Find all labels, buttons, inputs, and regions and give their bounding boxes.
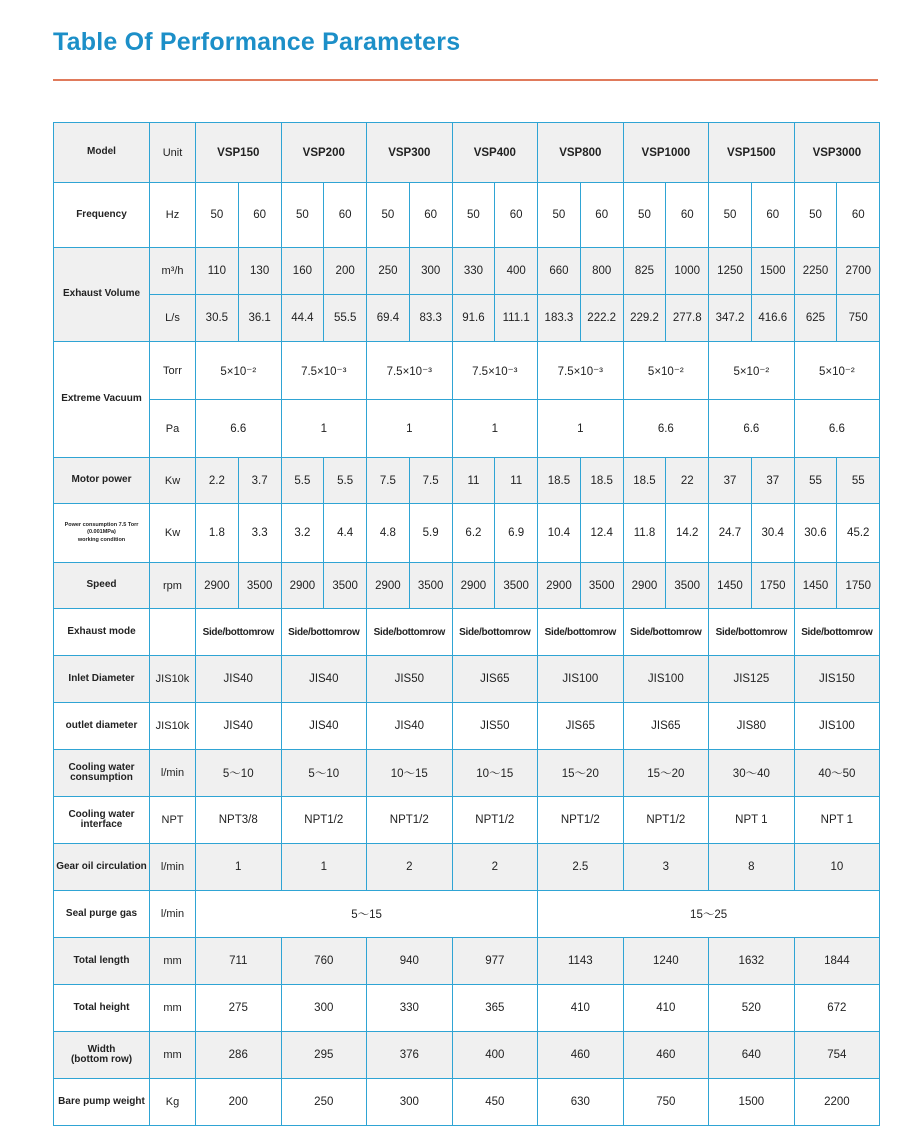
value-cell: 60 bbox=[666, 183, 709, 248]
row-unit: mm bbox=[150, 938, 196, 985]
value-cell: 660 bbox=[538, 248, 581, 295]
row-unit: mm bbox=[150, 1032, 196, 1079]
value-cell: 1 bbox=[367, 400, 453, 458]
value-cell: JIS40 bbox=[367, 703, 453, 750]
value-cell: 300 bbox=[367, 1079, 453, 1126]
value-cell: NPT1/2 bbox=[281, 797, 367, 844]
value-cell: 50 bbox=[794, 183, 837, 248]
row-label: Exhaust mode bbox=[54, 609, 150, 656]
label-line: Power consumption 7.5 Torr bbox=[64, 522, 139, 529]
value-cell: 460 bbox=[538, 1032, 624, 1079]
value-cell: 330 bbox=[452, 248, 495, 295]
row-label: Bare pump weight bbox=[54, 1079, 150, 1126]
value-cell: NPT1/2 bbox=[452, 797, 538, 844]
value-cell: 4.4 bbox=[324, 504, 367, 563]
value-cell: 5×10⁻² bbox=[196, 342, 282, 400]
value-cell: 672 bbox=[794, 985, 880, 1032]
row-unit: Kw bbox=[150, 504, 196, 563]
value-cell: 376 bbox=[367, 1032, 453, 1079]
value-cell: Side/bottomrow bbox=[367, 609, 453, 656]
value-cell: JIS40 bbox=[281, 703, 367, 750]
value-cell: 410 bbox=[623, 985, 709, 1032]
row-unit: NPT bbox=[150, 797, 196, 844]
width-row bbox=[54, 1032, 880, 1079]
value-cell: NPT 1 bbox=[794, 797, 880, 844]
value-cell: 2 bbox=[367, 844, 453, 891]
value-cell: 200 bbox=[324, 248, 367, 295]
value-cell: JIS65 bbox=[623, 703, 709, 750]
row-label: Total length bbox=[54, 938, 150, 985]
value-cell: JIS40 bbox=[196, 656, 282, 703]
value-cell: 625 bbox=[794, 295, 837, 342]
value-cell: 60 bbox=[238, 183, 281, 248]
value-cell: 5～15 bbox=[196, 891, 538, 938]
label-line: Width bbox=[87, 1043, 116, 1055]
value-cell: 18.5 bbox=[580, 458, 623, 504]
value-cell: JIS65 bbox=[452, 656, 538, 703]
value-cell: 295 bbox=[281, 1032, 367, 1079]
speed-row bbox=[54, 563, 880, 609]
value-cell: 825 bbox=[623, 248, 666, 295]
row-unit: L/s bbox=[150, 295, 196, 342]
value-cell: 12.4 bbox=[580, 504, 623, 563]
value-cell: 130 bbox=[238, 248, 281, 295]
value-cell: 450 bbox=[452, 1079, 538, 1126]
value-cell: 300 bbox=[281, 985, 367, 1032]
value-cell: 5.5 bbox=[324, 458, 367, 504]
value-cell: 6.6 bbox=[794, 400, 880, 458]
page-title: Table Of Performance Parameters bbox=[53, 28, 461, 56]
title-divider bbox=[53, 79, 878, 81]
value-cell: JIS40 bbox=[196, 703, 282, 750]
model-header: VSP1000 bbox=[623, 123, 709, 183]
power-consumption-row bbox=[54, 504, 880, 563]
value-cell: 2900 bbox=[623, 563, 666, 609]
row-label-power-consumption bbox=[54, 504, 150, 563]
value-cell: 250 bbox=[367, 248, 410, 295]
row-label: Inlet Diameter bbox=[54, 656, 150, 703]
value-cell: 2900 bbox=[196, 563, 239, 609]
value-cell: 1250 bbox=[709, 248, 752, 295]
value-cell: 3500 bbox=[580, 563, 623, 609]
value-cell: Side/bottomrow bbox=[196, 609, 282, 656]
value-cell: 50 bbox=[281, 183, 324, 248]
value-cell: 330 bbox=[367, 985, 453, 1032]
value-cell: 754 bbox=[794, 1032, 880, 1079]
value-cell: NPT1/2 bbox=[623, 797, 709, 844]
value-cell: 1450 bbox=[794, 563, 837, 609]
value-cell: Side/bottomrow bbox=[281, 609, 367, 656]
value-cell: JIS65 bbox=[538, 703, 624, 750]
value-cell: 18.5 bbox=[538, 458, 581, 504]
value-cell: 2900 bbox=[538, 563, 581, 609]
cooling-water-interface-row bbox=[54, 797, 880, 844]
row-unit: Torr bbox=[150, 342, 196, 400]
total-length-row bbox=[54, 938, 880, 985]
value-cell: Side/bottomrow bbox=[794, 609, 880, 656]
value-cell: 6.6 bbox=[196, 400, 282, 458]
value-cell: 1 bbox=[452, 400, 538, 458]
value-cell: 60 bbox=[580, 183, 623, 248]
value-cell: 55.5 bbox=[324, 295, 367, 342]
row-label: Exhaust Volume bbox=[54, 248, 150, 342]
row-label: Frequency bbox=[54, 183, 150, 248]
exhaust-mode-row bbox=[54, 609, 880, 656]
value-cell: 50 bbox=[709, 183, 752, 248]
row-unit: Pa bbox=[150, 400, 196, 458]
value-cell: 15～25 bbox=[538, 891, 880, 938]
value-cell: 111.1 bbox=[495, 295, 538, 342]
row-unit: Kw bbox=[150, 458, 196, 504]
row-unit: Kg bbox=[150, 1079, 196, 1126]
value-cell: 30.6 bbox=[794, 504, 837, 563]
value-cell: 640 bbox=[709, 1032, 795, 1079]
row-unit: rpm bbox=[150, 563, 196, 609]
value-cell: NPT1/2 bbox=[367, 797, 453, 844]
value-cell: 6.9 bbox=[495, 504, 538, 563]
value-cell: 55 bbox=[837, 458, 880, 504]
value-cell: 50 bbox=[367, 183, 410, 248]
value-cell: NPT 1 bbox=[709, 797, 795, 844]
value-cell: 2 bbox=[452, 844, 538, 891]
row-label: Gear oil circulation bbox=[54, 844, 150, 891]
value-cell: 277.8 bbox=[666, 295, 709, 342]
model-header: VSP3000 bbox=[794, 123, 880, 183]
extreme-vacuum-pa-row bbox=[54, 400, 880, 458]
value-cell: 300 bbox=[409, 248, 452, 295]
value-cell: Side/bottomrow bbox=[623, 609, 709, 656]
value-cell: JIS100 bbox=[623, 656, 709, 703]
value-cell: 60 bbox=[409, 183, 452, 248]
row-label: Motor power bbox=[54, 458, 150, 504]
value-cell: 60 bbox=[324, 183, 367, 248]
gear-oil-row bbox=[54, 844, 880, 891]
value-cell: 250 bbox=[281, 1079, 367, 1126]
value-cell: 3.3 bbox=[238, 504, 281, 563]
row-label-width bbox=[54, 1032, 150, 1079]
value-cell: 1000 bbox=[666, 248, 709, 295]
value-cell: 11.8 bbox=[623, 504, 666, 563]
label-line: (bottom row) bbox=[70, 1054, 133, 1065]
value-cell: 6.6 bbox=[709, 400, 795, 458]
label-line: Cooling water bbox=[68, 808, 135, 820]
value-cell: 410 bbox=[538, 985, 624, 1032]
value-cell: JIS50 bbox=[367, 656, 453, 703]
value-cell: 460 bbox=[623, 1032, 709, 1079]
value-cell: 37 bbox=[751, 458, 794, 504]
row-unit: l/min bbox=[150, 750, 196, 797]
value-cell: 2.2 bbox=[196, 458, 239, 504]
value-cell: 229.2 bbox=[623, 295, 666, 342]
value-cell: 10～15 bbox=[452, 750, 538, 797]
motor-power-row bbox=[54, 458, 880, 504]
value-cell: 1 bbox=[281, 844, 367, 891]
value-cell: 7.5×10⁻³ bbox=[538, 342, 624, 400]
value-cell: 10.4 bbox=[538, 504, 581, 563]
value-cell: 2900 bbox=[367, 563, 410, 609]
value-cell: 69.4 bbox=[367, 295, 410, 342]
value-cell: 5×10⁻² bbox=[794, 342, 880, 400]
value-cell: JIS100 bbox=[794, 703, 880, 750]
value-cell: 750 bbox=[837, 295, 880, 342]
exhaust-volume-ls-row bbox=[54, 295, 880, 342]
value-cell: 1143 bbox=[538, 938, 624, 985]
value-cell: 6.2 bbox=[452, 504, 495, 563]
value-cell: 110 bbox=[196, 248, 239, 295]
row-label: Seal purge gas bbox=[54, 891, 150, 938]
row-label: Speed bbox=[54, 563, 150, 609]
outlet-diameter-row bbox=[54, 703, 880, 750]
value-cell: 22 bbox=[666, 458, 709, 504]
value-cell: 8 bbox=[709, 844, 795, 891]
value-cell: 5.9 bbox=[409, 504, 452, 563]
value-cell: 7.5×10⁻³ bbox=[452, 342, 538, 400]
value-cell: 91.6 bbox=[452, 295, 495, 342]
value-cell: 750 bbox=[623, 1079, 709, 1126]
value-cell: 7.5 bbox=[367, 458, 410, 504]
value-cell: 18.5 bbox=[623, 458, 666, 504]
value-cell: 1450 bbox=[709, 563, 752, 609]
row-unit: JIS10k bbox=[150, 703, 196, 750]
value-cell: 6.6 bbox=[623, 400, 709, 458]
value-cell: JIS125 bbox=[709, 656, 795, 703]
row-label-cooling-consumption bbox=[54, 750, 150, 797]
value-cell: 44.4 bbox=[281, 295, 324, 342]
value-cell: 3.2 bbox=[281, 504, 324, 563]
value-cell: 5×10⁻² bbox=[709, 342, 795, 400]
header-unit: Unit bbox=[150, 123, 196, 183]
inlet-diameter-row bbox=[54, 656, 880, 703]
frequency-row bbox=[54, 183, 880, 248]
value-cell: 60 bbox=[751, 183, 794, 248]
value-cell: 400 bbox=[495, 248, 538, 295]
value-cell: 1 bbox=[281, 400, 367, 458]
value-cell: 5～10 bbox=[196, 750, 282, 797]
value-cell: 14.2 bbox=[666, 504, 709, 563]
value-cell: 50 bbox=[623, 183, 666, 248]
value-cell: 711 bbox=[196, 938, 282, 985]
value-cell: 1 bbox=[196, 844, 282, 891]
value-cell: 2900 bbox=[452, 563, 495, 609]
model-header: VSP150 bbox=[196, 123, 282, 183]
value-cell: 977 bbox=[452, 938, 538, 985]
model-header: VSP1500 bbox=[709, 123, 795, 183]
value-cell: 10～15 bbox=[367, 750, 453, 797]
value-cell: 30～40 bbox=[709, 750, 795, 797]
label-line: working condition bbox=[77, 536, 126, 543]
extreme-vacuum-torr-row bbox=[54, 342, 880, 400]
value-cell: 5×10⁻² bbox=[623, 342, 709, 400]
value-cell: Side/bottomrow bbox=[452, 609, 538, 656]
header-model: Model bbox=[54, 123, 150, 183]
row-unit: Hz bbox=[150, 183, 196, 248]
value-cell: JIS80 bbox=[709, 703, 795, 750]
value-cell: 3500 bbox=[409, 563, 452, 609]
cooling-water-consumption-row bbox=[54, 750, 880, 797]
value-cell: 15～20 bbox=[623, 750, 709, 797]
label-line: Cooling water bbox=[68, 761, 135, 773]
model-header: VSP800 bbox=[538, 123, 624, 183]
value-cell: 2250 bbox=[794, 248, 837, 295]
value-cell: 1 bbox=[538, 400, 624, 458]
value-cell: 11 bbox=[452, 458, 495, 504]
row-label: outlet diameter bbox=[54, 703, 150, 750]
value-cell: 7.5×10⁻³ bbox=[367, 342, 453, 400]
value-cell: 760 bbox=[281, 938, 367, 985]
value-cell: NPT3/8 bbox=[196, 797, 282, 844]
label-line: interface bbox=[80, 819, 123, 830]
value-cell: 275 bbox=[196, 985, 282, 1032]
value-cell: Side/bottomrow bbox=[538, 609, 624, 656]
weight-row bbox=[54, 1079, 880, 1126]
value-cell: 37 bbox=[709, 458, 752, 504]
row-unit: l/min bbox=[150, 844, 196, 891]
value-cell: 2900 bbox=[281, 563, 324, 609]
value-cell: 222.2 bbox=[580, 295, 623, 342]
total-height-row bbox=[54, 985, 880, 1032]
value-cell: 30.5 bbox=[196, 295, 239, 342]
seal-purge-row bbox=[54, 891, 880, 938]
value-cell: JIS100 bbox=[538, 656, 624, 703]
value-cell: Side/bottomrow bbox=[709, 609, 795, 656]
value-cell: 15～20 bbox=[538, 750, 624, 797]
value-cell: 7.5×10⁻³ bbox=[281, 342, 367, 400]
row-unit bbox=[150, 609, 196, 656]
value-cell: 7.5 bbox=[409, 458, 452, 504]
row-label: Extreme Vacuum bbox=[54, 342, 150, 458]
model-header: VSP300 bbox=[367, 123, 453, 183]
value-cell: 5.5 bbox=[281, 458, 324, 504]
value-cell: 5～10 bbox=[281, 750, 367, 797]
value-cell: 55 bbox=[794, 458, 837, 504]
value-cell: 10 bbox=[794, 844, 880, 891]
value-cell: 416.6 bbox=[751, 295, 794, 342]
header-row bbox=[54, 123, 880, 183]
value-cell: 520 bbox=[709, 985, 795, 1032]
value-cell: 940 bbox=[367, 938, 453, 985]
row-label-cooling-interface bbox=[54, 797, 150, 844]
value-cell: 60 bbox=[837, 183, 880, 248]
value-cell: 83.3 bbox=[409, 295, 452, 342]
value-cell: JIS150 bbox=[794, 656, 880, 703]
value-cell: 800 bbox=[580, 248, 623, 295]
value-cell: 4.8 bbox=[367, 504, 410, 563]
value-cell: 1632 bbox=[709, 938, 795, 985]
row-unit: mm bbox=[150, 985, 196, 1032]
value-cell: 50 bbox=[196, 183, 239, 248]
value-cell: 1750 bbox=[837, 563, 880, 609]
value-cell: 286 bbox=[196, 1032, 282, 1079]
value-cell: 400 bbox=[452, 1032, 538, 1079]
exhaust-volume-m3h-row bbox=[54, 248, 880, 295]
value-cell: 45.2 bbox=[837, 504, 880, 563]
value-cell: 24.7 bbox=[709, 504, 752, 563]
value-cell: 347.2 bbox=[709, 295, 752, 342]
value-cell: JIS50 bbox=[452, 703, 538, 750]
value-cell: 3500 bbox=[238, 563, 281, 609]
value-cell: 365 bbox=[452, 985, 538, 1032]
row-unit: l/min bbox=[150, 891, 196, 938]
value-cell: 2200 bbox=[794, 1079, 880, 1126]
value-cell: 60 bbox=[495, 183, 538, 248]
value-cell: 30.4 bbox=[751, 504, 794, 563]
value-cell: 2700 bbox=[837, 248, 880, 295]
label-line: consumption bbox=[70, 772, 133, 783]
value-cell: 3 bbox=[623, 844, 709, 891]
value-cell: 1500 bbox=[751, 248, 794, 295]
model-header: VSP200 bbox=[281, 123, 367, 183]
row-label: Total height bbox=[54, 985, 150, 1032]
value-cell: 630 bbox=[538, 1079, 624, 1126]
value-cell: 36.1 bbox=[238, 295, 281, 342]
value-cell: 160 bbox=[281, 248, 324, 295]
value-cell: 40～50 bbox=[794, 750, 880, 797]
value-cell: JIS40 bbox=[281, 656, 367, 703]
row-unit: JIS10k bbox=[150, 656, 196, 703]
value-cell: 1240 bbox=[623, 938, 709, 985]
value-cell: 3500 bbox=[495, 563, 538, 609]
value-cell: 3.7 bbox=[238, 458, 281, 504]
value-cell: 1844 bbox=[794, 938, 880, 985]
value-cell: 2.5 bbox=[538, 844, 624, 891]
value-cell: 11 bbox=[495, 458, 538, 504]
value-cell: 3500 bbox=[666, 563, 709, 609]
value-cell: 183.3 bbox=[538, 295, 581, 342]
value-cell: 50 bbox=[538, 183, 581, 248]
performance-table bbox=[53, 122, 880, 1126]
value-cell: 200 bbox=[196, 1079, 282, 1126]
label-line: (0.001MPa) bbox=[87, 529, 116, 536]
value-cell: 1750 bbox=[751, 563, 794, 609]
value-cell: 3500 bbox=[324, 563, 367, 609]
value-cell: 50 bbox=[452, 183, 495, 248]
value-cell: 1500 bbox=[709, 1079, 795, 1126]
row-unit: m³/h bbox=[150, 248, 196, 295]
model-header: VSP400 bbox=[452, 123, 538, 183]
value-cell: NPT1/2 bbox=[538, 797, 624, 844]
value-cell: 1.8 bbox=[196, 504, 239, 563]
